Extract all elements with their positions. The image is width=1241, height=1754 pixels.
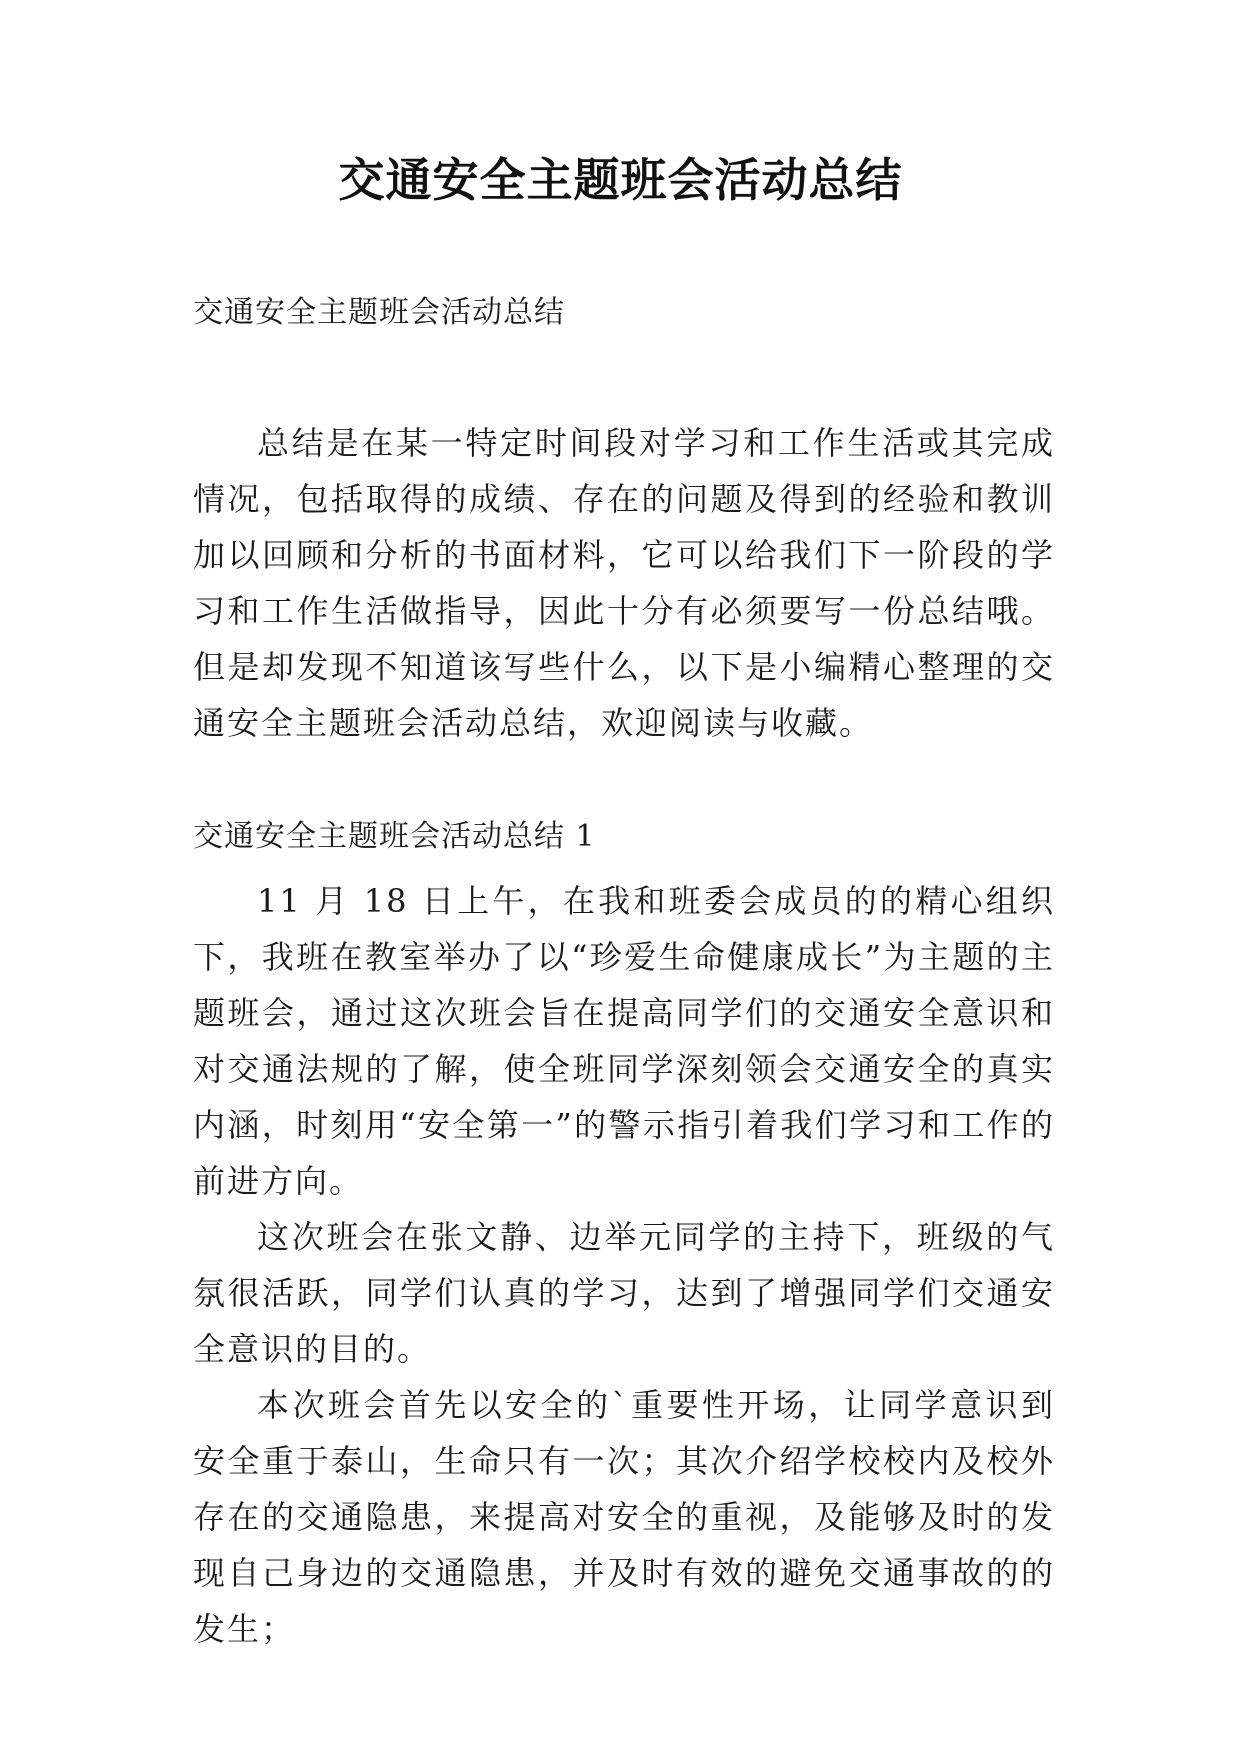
document-body xyxy=(193,293,1055,1657)
spacer xyxy=(193,333,1055,415)
section-paragraph: 这次班会在张文静、边举元同学的主持下，班级的气氛很活跃，同学们认真的学习，达到了增强同学们交通安全意识的目的。 xyxy=(193,1218,1055,1368)
spacer xyxy=(193,751,1055,815)
document-subtitle: 交通安全主题班会活动总结 xyxy=(193,295,565,330)
section-paragraph: 11 月 18 日上午，在我和班委会成员的的精心组织下，我班在教室举办了以“珍爱生命健康成长”为主题的主题班会，通过这次班会旨在提高同学们的交通安全意识和对交通法规的了解，使全班同学深刻领会交通安全的真实内涵，时刻用“安全第一”的警示指引着我们学习和工作的前进方向。 xyxy=(193,882,1055,1200)
section-heading: 交通安全主题班会活动总结 1 xyxy=(193,819,596,854)
section-paragraph: 本次班会首先以安全的`重要性开场，让同学意识到安全重于泰山，生命只有一次；其次介绍学校校内及校外存在的交通隐患，来提高对安全的重视，及能够及时的发现自己身边的交通隐患，并及时有效的避免交通事故的的发生； xyxy=(193,1386,1055,1648)
spacer xyxy=(193,859,1055,873)
document-title: 交通安全主题班会活动总结 xyxy=(338,153,903,207)
intro-paragraph: 总结是在某一特定时间段对学习和工作生活或其完成情况，包括取得的成绩、存在的问题及得到的经验和教训加以回顾和分析的书面材料，它可以给我们下一阶段的学习和工作生活做指导，因此十分有必须要写一份总结哦。但是却发现不知道该写些什么，以下是小编精心整理的交通安全主题班会活动总结，欢迎阅读与收藏。 xyxy=(193,424,1055,742)
